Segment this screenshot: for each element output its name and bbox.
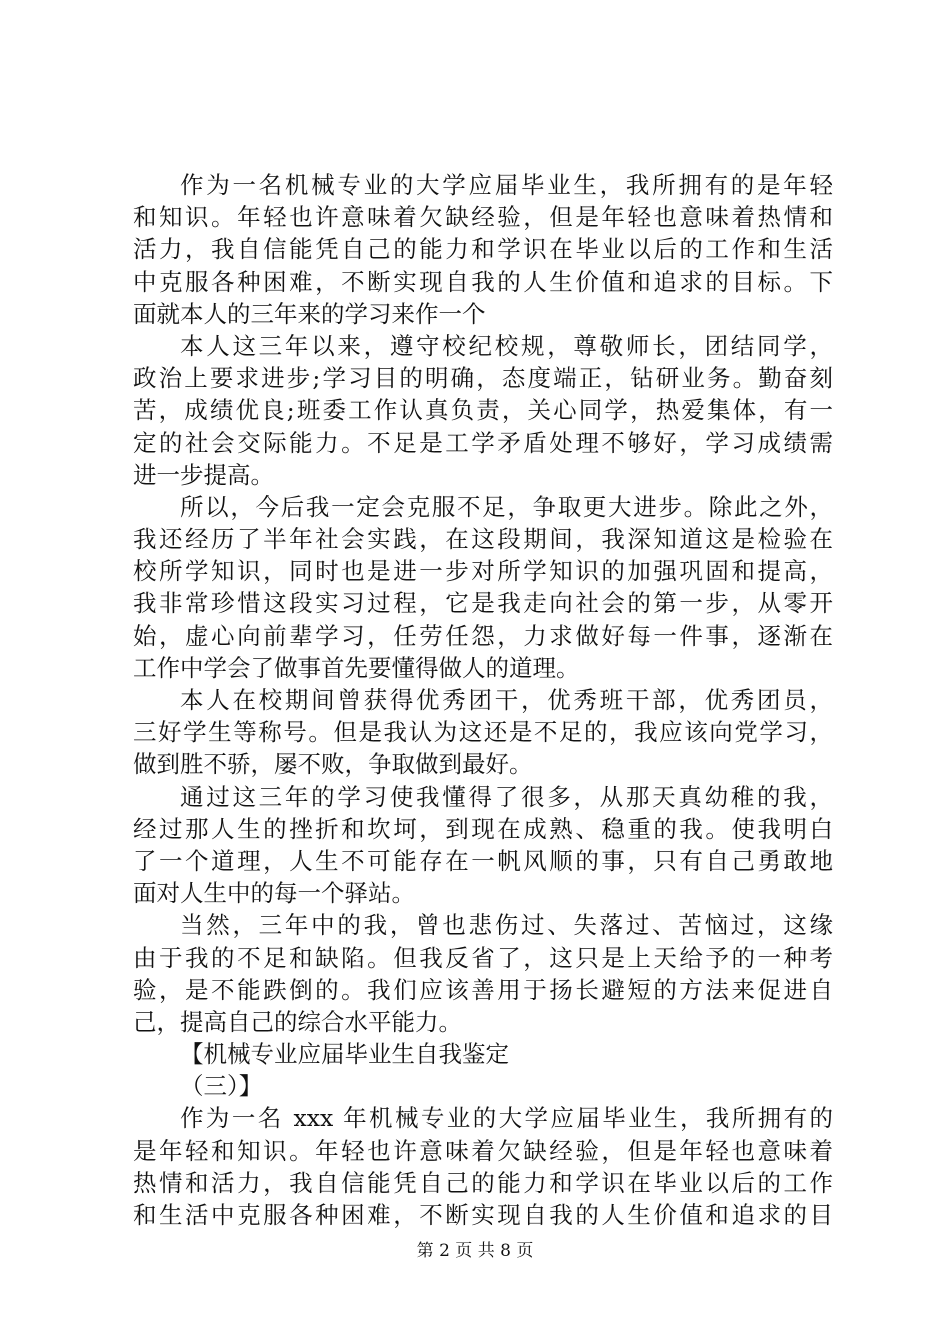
document-body	[133, 169, 833, 1231]
text-line: 校所学知识，同时也是进一步对所学知识的加强巩固和提高，	[133, 557, 833, 586]
text-line: 是年轻和知识。年轻也许意味着欠缺经验，但是年轻也意味着	[133, 1136, 833, 1165]
text-line: 苦，成绩优良;班委工作认真负责，关心同学，热爱集体，有一	[133, 396, 833, 425]
text-line: 由于我的不足和缺陷。但我反省了，这只是上天给予的一种考	[133, 943, 833, 972]
text-line: 定的社会交际能力。不足是工学矛盾处理不够好，学习成绩需	[133, 428, 833, 457]
text-line: 我非常珍惜这段实习过程，它是我走向社会的第一步，从零开	[133, 589, 833, 618]
text-line: 面对人生中的每一个驿站。	[133, 879, 415, 908]
text-line: 本人这三年以来，遵守校纪校规，尊敬师长，团结同学，	[180, 331, 833, 360]
text-line: 热情和活力，我自信能凭自己的能力和学识在毕业以后的工作	[133, 1168, 833, 1197]
text-line: 政治上要求进步;学习目的明确，态度端正，钻研业务。勤奋刻	[133, 364, 833, 393]
text-line: 三好学生等称号。但是我认为这还是不足的，我应该向党学习，	[133, 718, 833, 747]
text-line: （三）】	[180, 1072, 263, 1101]
text-line: 本人在校期间曾获得优秀团干，优秀班干部，优秀团员，	[180, 686, 833, 714]
text-line: 面就本人的三年来的学习来作一个	[133, 299, 486, 328]
text-line: 通过这三年的学习使我懂得了很多，从那天真幼稚的我，	[180, 782, 833, 811]
text-line: 做到胜不骄，屡不败，争取做到最好。	[133, 750, 533, 779]
text-line: 活力，我自信能凭自己的能力和学识在毕业以后的工作和生活	[133, 235, 833, 264]
text-line: 经过那人生的挫折和坎坷，到现在成熟、稳重的我。使我明白	[133, 814, 833, 843]
page-footer	[0, 1239, 950, 1263]
text-line: 当然，三年中的我，曾也悲伤过、失落过、苦恼过，这缘	[180, 911, 833, 940]
text-line: 己，提高自己的综合水平能力。	[133, 1007, 462, 1036]
text-line: 所以，今后我一定会克服不足，争取更大进步。除此之外，	[180, 492, 833, 521]
text-line: 我还经历了半年社会实践，在这段期间，我深知道这是检验在	[133, 525, 833, 554]
text-line: 工作中学会了做事首先要懂得做人的道理。	[133, 653, 580, 682]
text-line: 作为一名 xxx 年机械专业的大学应届毕业生，我所拥有的	[180, 1104, 833, 1133]
text-line: 了一个道理，人生不可能存在一帆风顺的事，只有自己勇敢地	[133, 846, 833, 875]
text-line: 中克服各种困难，不断实现自我的人生价值和追求的目标。下	[133, 267, 833, 296]
text-line: 进一步提高。	[133, 460, 274, 489]
text-line: 验，是不能跌倒的。我们应该善用于扬长避短的方法来促进自	[133, 975, 833, 1004]
text-line: 作为一名机械专业的大学应届毕业生，我所拥有的是年轻	[180, 171, 833, 199]
text-line: 【机械专业应届毕业生自我鉴定	[180, 1040, 509, 1069]
text-line: 和生活中克服各种困难，不断实现自我的人生价值和追求的目	[133, 1201, 833, 1229]
text-line: 和知识。年轻也许意味着欠缺经验，但是年轻也意味着热情和	[133, 203, 833, 232]
page-number-label: 第 2 页 共 8 页	[416, 1241, 534, 1261]
text-line: 始，虚心向前辈学习，任劳任怨，力求做好每一件事，逐渐在	[133, 621, 833, 650]
